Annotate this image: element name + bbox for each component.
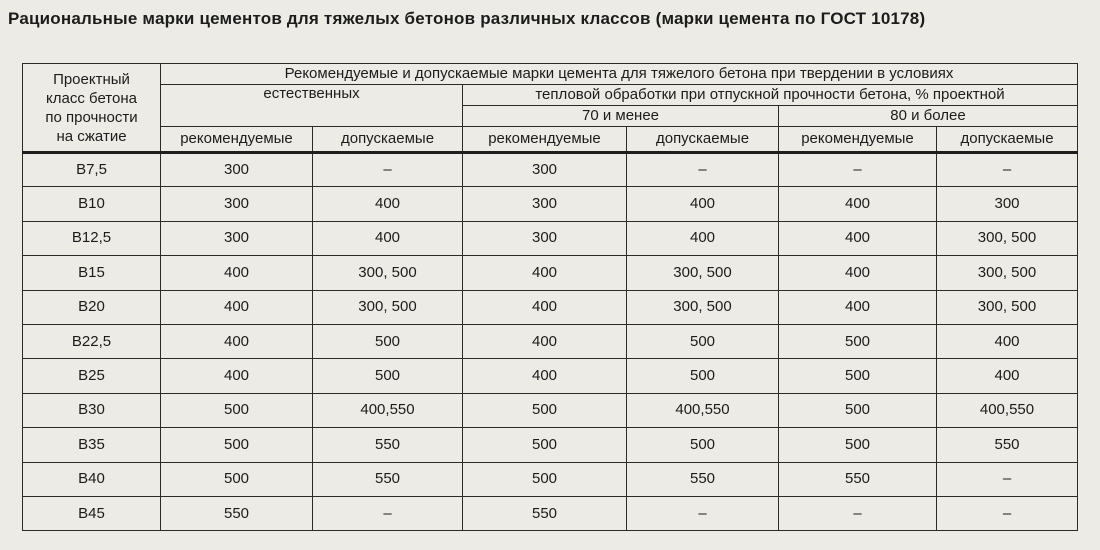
table-cell: 500 (463, 393, 627, 427)
table-cell: – (937, 496, 1078, 530)
table-cell: 500 (627, 428, 779, 462)
concrete-class-cell: B40 (23, 462, 161, 496)
header-natural: естественных (161, 85, 463, 127)
table-row (23, 256, 1078, 290)
table-cell: 400 (463, 256, 627, 290)
table-cell: – (779, 496, 937, 530)
concrete-class-cell: B20 (23, 290, 161, 324)
header-allowed: допускаемые (313, 127, 463, 153)
table-cell: – (627, 153, 779, 187)
table-cell: 500 (161, 393, 313, 427)
table-row (23, 290, 1078, 324)
table-cell: – (779, 153, 937, 187)
table-row (23, 153, 1078, 187)
header-recommended: рекомендуемые (779, 127, 937, 153)
table-cell: 500 (313, 324, 463, 358)
table-cell: 400 (937, 324, 1078, 358)
header-heat-70: 70 и менее (463, 106, 779, 127)
concrete-class-cell: B35 (23, 428, 161, 462)
header-allowed: допускаемые (627, 127, 779, 153)
page-title: Рациональные марки цементов для тяжелых бетонов различных классов (марки цемента по ГОСТ 10178) (8, 9, 926, 28)
table-cell: 400 (627, 221, 779, 255)
concrete-class-cell: B22,5 (23, 324, 161, 358)
table-cell: 500 (627, 324, 779, 358)
table-cell: 500 (463, 462, 627, 496)
table-cell: 300 (161, 153, 313, 187)
concrete-class-cell: B12,5 (23, 221, 161, 255)
table-cell: 400 (463, 324, 627, 358)
table-cell: 550 (313, 428, 463, 462)
table-row (23, 221, 1078, 255)
concrete-class-cell: B7,5 (23, 153, 161, 187)
concrete-class-cell: B10 (23, 187, 161, 221)
table-cell: 400 (779, 256, 937, 290)
table-cell: 400 (161, 256, 313, 290)
table-cell: – (313, 153, 463, 187)
table-cell: 500 (779, 428, 937, 462)
table-cell: 300, 500 (313, 256, 463, 290)
table-cell: 400,550 (313, 393, 463, 427)
concrete-class-cell: B45 (23, 496, 161, 530)
table-cell: 400 (161, 359, 313, 393)
table-row (23, 359, 1078, 393)
table-cell: 550 (937, 428, 1078, 462)
table-cell: 300, 500 (937, 221, 1078, 255)
table-cell: 400 (779, 221, 937, 255)
table-cell: 300, 500 (937, 290, 1078, 324)
table-cell: 500 (779, 359, 937, 393)
table-cell: 550 (779, 462, 937, 496)
table-cell: – (937, 462, 1078, 496)
table-cell: 550 (161, 496, 313, 530)
header-allowed: допускаемые (937, 127, 1078, 153)
concrete-class-cell: B25 (23, 359, 161, 393)
table-cell: 500 (313, 359, 463, 393)
header-hardening-conditions: Рекомендуемые и допускаемые марки цемента для тяжелого бетона при твердении в условиях (161, 64, 1078, 85)
table-cell: 300, 500 (627, 290, 779, 324)
table-row (23, 393, 1078, 427)
table-row (23, 187, 1078, 221)
table-cell: 550 (313, 462, 463, 496)
table-cell: 300, 500 (313, 290, 463, 324)
table-cell: 300, 500 (627, 256, 779, 290)
table-cell: 400 (161, 290, 313, 324)
table-cell: 300, 500 (937, 256, 1078, 290)
table-cell: 400 (779, 290, 937, 324)
table-body (23, 153, 1078, 531)
table-cell: 500 (627, 359, 779, 393)
table-cell: – (937, 153, 1078, 187)
table-cell: 550 (627, 462, 779, 496)
table-cell: 500 (779, 324, 937, 358)
table-cell: 300 (937, 187, 1078, 221)
table-row (23, 496, 1078, 530)
table-cell: – (313, 496, 463, 530)
header-recommended: рекомендуемые (463, 127, 627, 153)
table-cell: 400 (463, 290, 627, 324)
table-row (23, 428, 1078, 462)
header-recommended: рекомендуемые (161, 127, 313, 153)
table-cell: 400 (779, 187, 937, 221)
table-cell: 500 (161, 428, 313, 462)
table-cell: – (627, 496, 779, 530)
header-heat-treatment: тепловой обработки при отпускной прочности бетона, % проектной (463, 85, 1078, 106)
table-cell: 500 (779, 393, 937, 427)
table-cell: 300 (161, 221, 313, 255)
table-row (23, 462, 1078, 496)
table-cell: 400,550 (627, 393, 779, 427)
cement-grades-table (22, 63, 1078, 531)
table-cell: 400 (313, 187, 463, 221)
header-concrete-class: Проектный класс бетона по прочности на сжатие (23, 64, 161, 153)
table-cell: 400,550 (937, 393, 1078, 427)
table-cell: 500 (463, 428, 627, 462)
concrete-class-cell: B15 (23, 256, 161, 290)
concrete-class-cell: B30 (23, 393, 161, 427)
table-cell: 400 (161, 324, 313, 358)
table-cell: 400 (463, 359, 627, 393)
table-cell: 300 (463, 187, 627, 221)
table-header (23, 64, 1078, 153)
table-cell: 300 (463, 221, 627, 255)
table-cell: 300 (463, 153, 627, 187)
table-cell: 400 (313, 221, 463, 255)
header-heat-80: 80 и более (779, 106, 1078, 127)
table-cell: 500 (161, 462, 313, 496)
table-row (23, 324, 1078, 358)
table-cell: 400 (937, 359, 1078, 393)
table-cell: 550 (463, 496, 627, 530)
table-cell: 400 (627, 187, 779, 221)
table-cell: 300 (161, 187, 313, 221)
